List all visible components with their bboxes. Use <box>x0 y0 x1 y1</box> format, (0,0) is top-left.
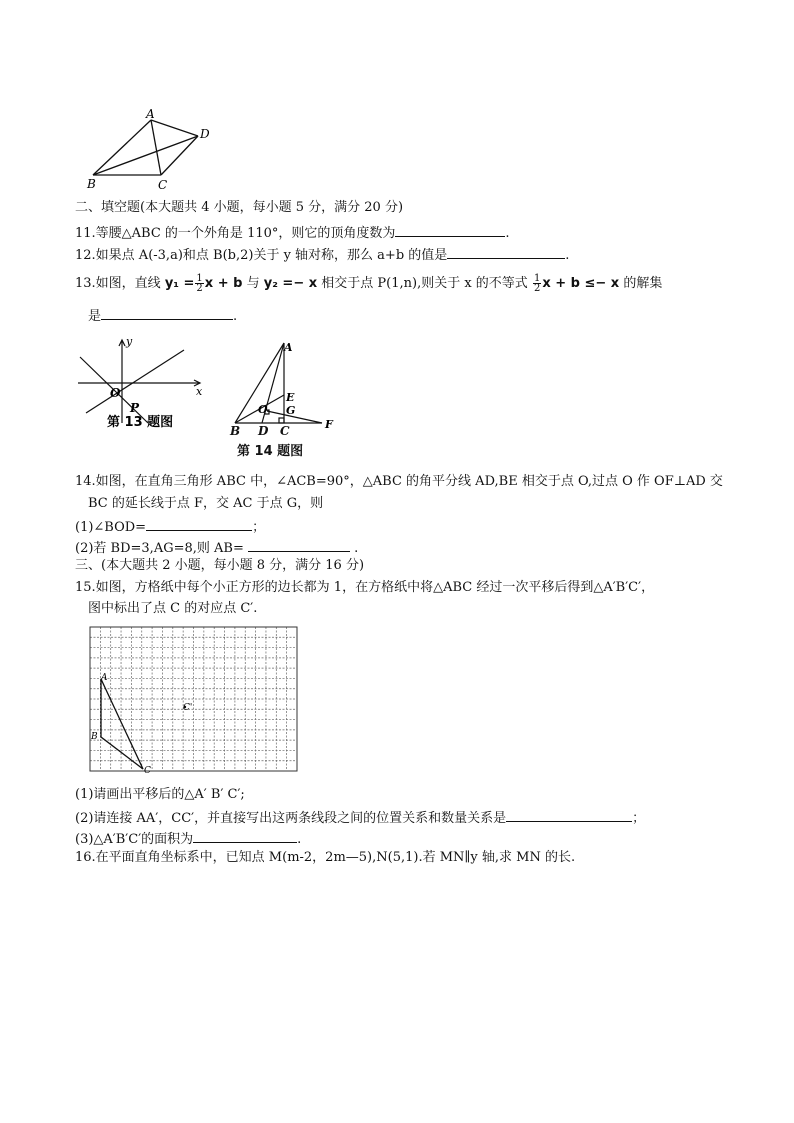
q15-s3-blank[interactable] <box>193 828 297 843</box>
grid-label-a: A <box>101 673 108 683</box>
q13-half-num-2: 1 <box>533 273 541 284</box>
q14-s2-blank[interactable] <box>248 537 350 552</box>
q13-y2: y₂ =− x <box>263 276 318 291</box>
q13-half-den: 2 <box>196 283 203 294</box>
q13-part4: 相交于点 P(1,n),则关于 x 的不等式 <box>321 276 528 291</box>
question-15-sub3 <box>75 828 301 849</box>
figure-13 <box>72 335 212 430</box>
q15-s3-end: . <box>297 832 302 847</box>
question-15-sub1: (1)请画出平移后的△A′ B′ C′; <box>75 787 245 802</box>
q13-part3: 与 <box>246 276 260 291</box>
question-14-sub1 <box>75 516 265 537</box>
q14-s1-blank[interactable] <box>146 516 252 531</box>
fig14-label-d: D <box>258 424 269 438</box>
fig13-label-p: P <box>130 401 140 415</box>
q13-half-fraction-2 <box>533 274 541 293</box>
q15-s2-end: ； <box>632 811 646 826</box>
quad-label-b: B <box>87 177 96 191</box>
question-15-line1: 15.如图，方格纸中每个小正方形的边长都为 1，在方格纸中将△ABC 经过一次平移后得到△A′B′C′， <box>75 580 655 595</box>
q14-s2-end: . <box>354 541 359 556</box>
q13-part7: 是 <box>88 309 102 324</box>
q13-half-fraction <box>195 274 203 293</box>
section2-heading: 二、填空题(本大题共 4 小题，每小题 5 分，满分 20 分) <box>75 200 404 215</box>
fig14-b: B <box>230 424 241 438</box>
figure-14 <box>222 335 352 430</box>
question-14-line2: BC 的延长线于点 F，交 AC 于点 G，则 <box>88 496 324 511</box>
quad-label-c: C <box>158 178 168 192</box>
grid-figure <box>88 625 300 775</box>
q15-s2: (2)请连接 AA′，CC′，并直接写出这两条线段之间的位置关系和数量关系是 <box>75 811 507 826</box>
q11-end: . <box>505 226 510 241</box>
q13-part2: x + b <box>204 276 243 291</box>
grid-label-b: B <box>91 732 98 742</box>
q11-text: 11.等腰△ABC 的一个外角是 110°，则它的顶角度数为 <box>75 226 396 241</box>
q14-s1-end: ； <box>252 520 266 535</box>
fig13-caption: 第 13 题图 <box>107 415 174 430</box>
question-15-sub2 <box>75 807 645 828</box>
fig14-label-g: G <box>286 404 296 417</box>
question-14-line1: 14.如图，在直角三角形 ABC 中，∠ACB=90°，△ABC 的角平分线 AD,BE 相交于点 O,过点 O 作 OF⊥AD 交 <box>75 474 723 489</box>
fig14-label-c: C <box>280 424 290 438</box>
q13-part6: 的解集 <box>623 276 663 291</box>
quad-label-a: A <box>146 107 155 121</box>
q12-end: . <box>565 248 570 263</box>
question-13 <box>75 274 662 293</box>
q13-half-den-2: 2 <box>533 283 541 294</box>
q15-s3: (3)△A′B′C′的面积为 <box>75 832 194 847</box>
q13-y1: y₁ = <box>164 276 195 291</box>
q13-half-num: 1 <box>196 273 203 284</box>
quad-label-d: D <box>200 127 210 141</box>
fig14-label-f: F <box>325 418 333 430</box>
q14-s1: (1)∠BOD= <box>75 520 147 535</box>
q13-end: . <box>233 309 238 324</box>
question-12 <box>75 244 569 265</box>
fig14-label-a: A <box>284 341 293 354</box>
question-14-sub2 <box>75 537 358 558</box>
grid-label-c-prime: C' <box>183 703 193 713</box>
q13-part5: x + b ≤− x <box>542 276 620 291</box>
fig13-label-o: O <box>110 386 121 400</box>
q12-answer-blank[interactable] <box>447 244 565 259</box>
grid-label-c: C <box>144 766 151 775</box>
quadrilateral-figure <box>85 105 220 193</box>
q15-s2-blank[interactable] <box>506 807 632 822</box>
section3-heading: 三、(本大题共 2 小题，每小题 8 分，满分 16 分) <box>75 558 365 573</box>
fig14-label-b-row <box>230 424 240 438</box>
fig14-label-o: O <box>258 403 268 416</box>
fig14-label-e: E <box>286 391 295 404</box>
fig13-label-x: x <box>196 385 203 398</box>
q13-answer-blank[interactable] <box>101 305 233 320</box>
question-13-line2 <box>88 305 237 326</box>
fig13-label-y: y <box>126 335 133 348</box>
q11-answer-blank[interactable] <box>395 222 505 237</box>
question-11 <box>75 222 510 243</box>
question-15-line2: 图中标出了点 C 的对应点 C′. <box>88 601 258 616</box>
fig14-caption-text: 第 14 题图 <box>237 444 304 459</box>
q12-text: 12.如果点 A(-3,a)和点 B(b,2)关于 y 轴对称，那么 a+b 的值是 <box>75 248 448 263</box>
q13-part1: 13.如图，直线 <box>75 276 161 291</box>
question-16: 16.在平面直角坐标系中，已知点 M(m-2，2m—5),N(5,1).若 MN∥y 轴,求 MN 的长. <box>75 850 576 865</box>
q14-s2: (2)若 BD=3,AG=8,则 AB= <box>75 541 244 556</box>
